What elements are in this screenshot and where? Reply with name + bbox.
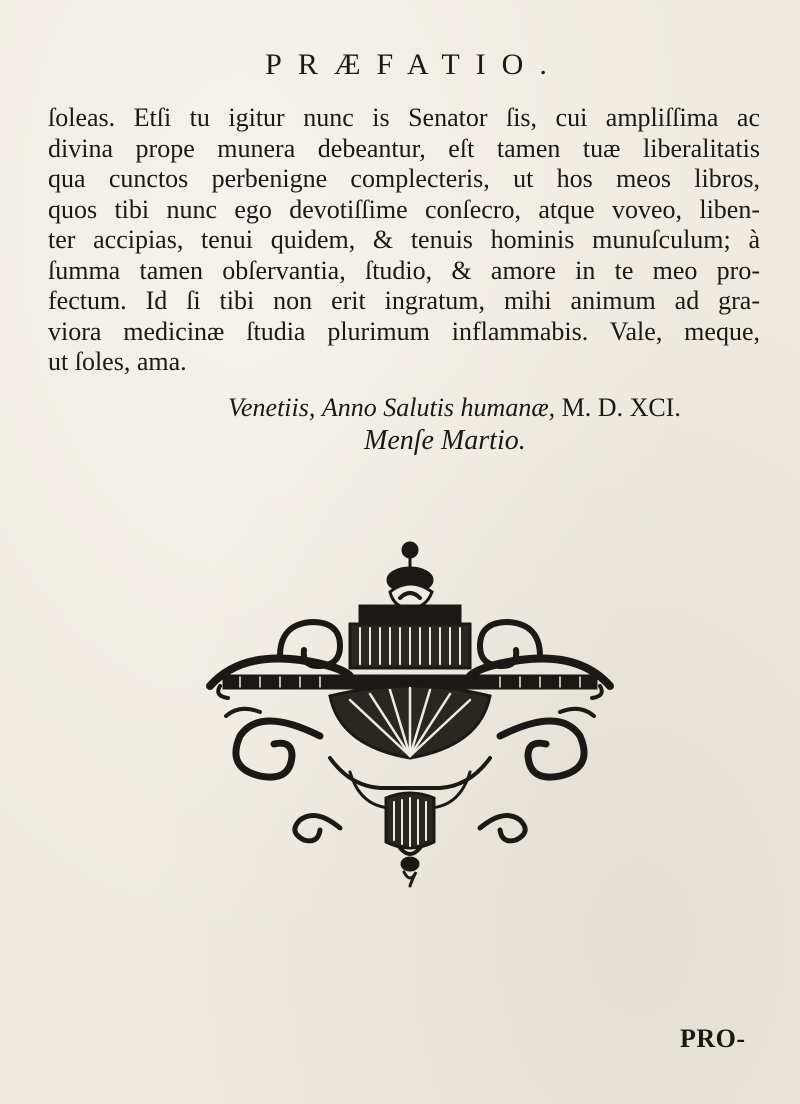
dateline-year: M. D. XCI. <box>561 393 681 422</box>
catchword: PRO- <box>680 1024 746 1053</box>
text-line: ſoleas. Etſi tu igitur nunc is Senator ſis, cui ampliſſima ac <box>48 103 760 132</box>
dateline-phrase: Anno Salutis humanæ, <box>321 393 556 422</box>
dateline-place: Venetiis, <box>228 393 316 422</box>
text-line: ſumma tamen obſervantia, ſtudio, & amore in te meo pro- <box>48 255 760 285</box>
dateline <box>228 392 768 424</box>
text-line: divina prope munera debeantur, eſt tamen tuæ liberalitatis <box>48 133 760 163</box>
running-head: PRÆFATIO. <box>265 48 563 81</box>
text-line: qua cunctos perbenigne complecteris, ut hos meos libros, <box>48 164 760 193</box>
preface-body-text <box>48 103 760 378</box>
text-line: quos tibi nunc ego devotiſſime conſecro, atque voveo, liben- <box>48 194 760 224</box>
text-line: viora medicinæ ſtudia plurimum inflammabis. Vale, meque, <box>48 316 760 346</box>
text-line: ut ſoles, ama. <box>48 347 187 376</box>
baroque-ornament-icon <box>200 536 620 888</box>
text-line: ter accipias, tenui quidem, & tenuis hominis munuſculum; à <box>48 225 760 254</box>
text-line: fectum. Id ſi tibi non erit ingratum, mihi animum ad gra- <box>48 286 760 315</box>
dateline-month: Menſe Martio. <box>364 425 526 456</box>
